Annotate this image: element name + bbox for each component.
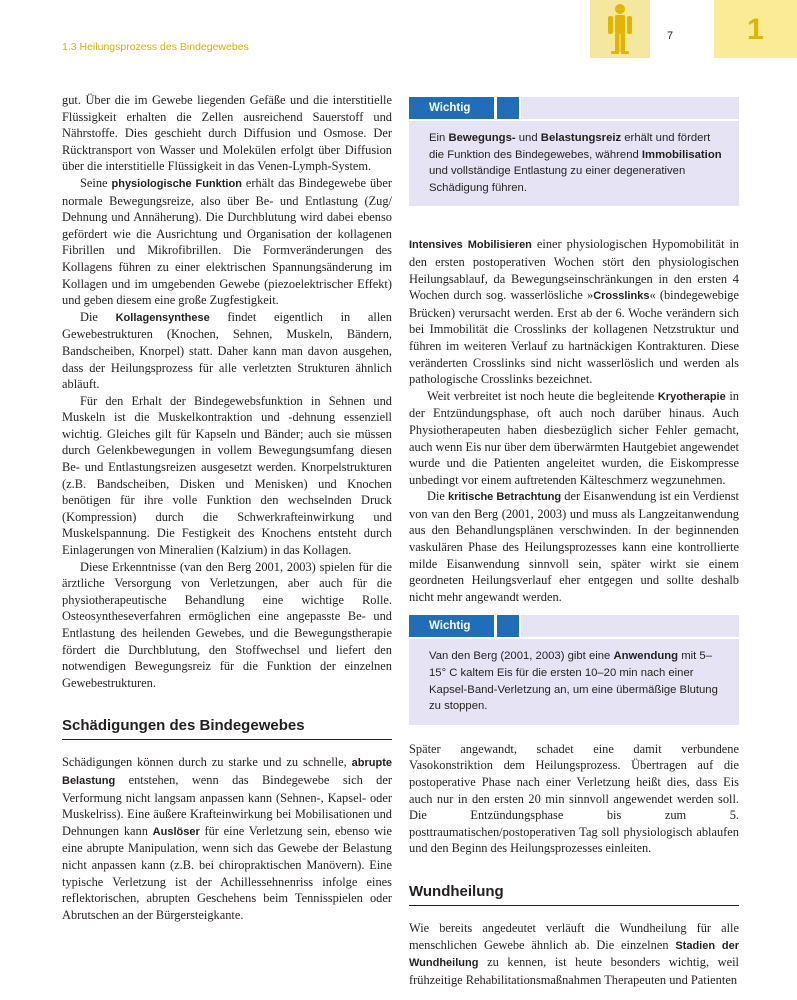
- text-run: einer physiologischen Hypomobilität in den ersten postoperativen Wochen stört den physiologischen Heilungsablauf, da Bewegungseinschränkungen in den ersten 4 Wochen durch sog. wasserlösliche »: [409, 237, 739, 303]
- callout-wichtig-2: [409, 615, 739, 724]
- callout-wichtig-1: [409, 97, 739, 206]
- page-header: [0, 0, 797, 60]
- keyword-crosslinks: Crosslinks: [593, 290, 650, 303]
- right-paragraph-4: Später angewandt, schadet eine damit verbundene Vasokonstriktion dem Heilungsprozess. Übertragen auf die postoperative Phase nach einer Verletzung heißt dies, dass Eis auch nur in den ersten 20 min sinnvoll angewendet werden soll. Die Entzündungsphase bis zum 5. posttraumatischen/postoperativen Tag soll physiologisch ablaufen und den Beginn des Heilungsprozesses einleiten.: [409, 741, 739, 856]
- text-run: Weit verbreitet ist noch heute die begleitende: [427, 388, 658, 403]
- keyword-intensives-mobilisieren: Intensives Mobilisieren: [409, 239, 532, 252]
- keyword-physiologische-funktion: physiologische Funktion: [111, 177, 242, 190]
- text-run: Ein: [429, 132, 449, 144]
- callout-square: [497, 97, 519, 119]
- left-paragraph-2: [62, 175, 392, 309]
- text-run: « (bindegewebige Brücken) verursacht werden. Erst ab der 6. Woche verändern sich bei Immobilität die Crosslinks der kollagenen Netzstruktur und führen im weiteren Verlauf zu hartnäckigen Kontrakturen. Diese veränderten Crosslinks sind nicht wasserlöslich und werden als pathologische Crosslinks bezeichnet.: [409, 288, 739, 387]
- keyword-anwendung: Anwendung: [613, 650, 679, 663]
- callout-body: [409, 639, 739, 724]
- text-run: mit 5–15° C kaltem Eis für die ersten 10–20 min nach einer Kapsel-Band-Verletzung an, um eine übermäßige Blutung zu stoppen.: [429, 650, 718, 713]
- left-column: [62, 92, 392, 923]
- text-run: Wie bereits angedeutet verläuft die Wundheilung für alle menschlichen Gewebe ähnlich ab. Die einzelnen: [409, 920, 739, 952]
- keyword-kritische-betrachtung: kritische Betrachtung: [448, 491, 562, 504]
- text-run: findet eigentlich in allen Gewebestrukturen (Knochen, Sehnen, Muskeln, Bändern, Bandscheiben, Knorpel) statt. Daher kann man davon ausgehen, dass der Heilungsprozess für alle verletzten Strukturen ähnlich abläuft.: [62, 309, 392, 392]
- running-head: 1.3 Heilungsprozess des Bindegewebes: [62, 41, 249, 53]
- callout-body: [409, 121, 739, 206]
- left-paragraph-6: [62, 754, 392, 923]
- callout-header-fill: [521, 97, 739, 119]
- keyword-kollagensynthese: Kollagensynthese: [115, 311, 210, 324]
- keyword-immobilisation: Immobilisation: [641, 148, 722, 161]
- page-number: 7: [667, 30, 674, 42]
- section-heading-schaedigungen: Schädigungen des Bindegewebes: [62, 717, 392, 740]
- right-column: [409, 97, 739, 988]
- text-run: entstehen, wenn das Bindegewebe sich der Verformung nicht langsam anpassen kann (Sehnen-, Kapsel- oder Muskelriss). Eine äußere Krafteinwirkung bei Mobilisationen und Dehnungen kann: [62, 772, 392, 838]
- text-run: Schädigungen können durch zu starke und zu schnelle,: [62, 755, 352, 770]
- keyword-ausloeser: Auslöser: [152, 825, 200, 838]
- keyword-abrupte-belastung: abrupte Belastung: [62, 757, 392, 787]
- text-run: Die: [80, 309, 116, 324]
- text-run: erhält das Bindegewebe über normale Bewegungsreize, also über Be- und Entlastung (Zug/ Dehnung und Annäherung). Die Durchblutung wird dabei ebenso gefördert wie die Ausrichtung und Organisation der kollagenen Fibrillen und Mikrofibrillen. Die Formveränderungen des Kollagens führen zu einer elektrischen Spannungsänderung im Kollagen und im umgebenden Gewebe (piezoelektrischer Effekt) und geben diesem eine große Zugfestigkeit.: [62, 175, 392, 308]
- left-paragraph-5: Diese Erkenntnisse (van den Berg 2001, 2003) spielen für die ärztliche Versorgung von Verletzungen, aber auch für die physiotherapeutische Behandlung eine wichtige Rolle. Osteosyntheseverfahren ermöglichen eine angepasste Be- und Entlastung des heilenden Gewebes, und die Bewegungstherapie fördert die Durchblutung, den Stoffwechsel und liefert den notwendigen Bewegungsreiz für die Funktion der einzelnen Gewebestrukturen.: [62, 559, 392, 690]
- left-paragraph-3: [62, 309, 392, 393]
- left-paragraph-4: Für den Erhalt der Bindegewebsfunktion in Sehnen und Muskeln ist die Muskelkontraktion und -dehnung essenziell wichtig. Gleiches gilt für Kapseln und Bänder; auch sie müssen durch Gelenkbewegungen in vollem Bewegungsumfang diesen Be- und Entlastungsreizen ausgesetzt werden. Knorpelstrukturen (z.B. Bandscheiben, Disken und Menisken) und Knochen benötigen für ihre volle Funktion den wechselnden Druck (Kompression) durch die Schwerkrafteinwirkung und Muskelspannung. Die Festigkeit des Knochens entsteht durch Einlagerungen von Mineralien (Kalzium) in das Kollagen.: [62, 393, 392, 558]
- callout-label: Wichtig: [409, 615, 494, 637]
- human-figure-icon: [590, 0, 650, 58]
- text-run: der Eisanwendung ist ein Verdienst von van den Berg (2001, 2003) und muss als Langzeitanwendung aus den Behandlungsplänen verschwinden. In der beginnenden vaskulären Phase des Heilungsprozesses kann eine kontrollierte milde Eisanwendung sinnvoll sein, später wirkt sie einem geordneten Heilungsverlauf eher entgegen und sollte deshalb nicht mehr angewandt werden.: [409, 489, 739, 604]
- text-run: Van den Berg (2001, 2003) gibt eine: [429, 650, 614, 663]
- right-paragraph-5: [409, 920, 739, 988]
- callout-header: [409, 97, 739, 119]
- section-heading-wundheilung: Wundheilung: [409, 883, 739, 906]
- right-paragraph-3: [409, 488, 739, 605]
- callout-header-fill: [521, 615, 739, 637]
- callout-header: [409, 615, 739, 637]
- keyword-belastungsreiz: Belastungsreiz: [540, 132, 622, 144]
- keyword-bewegungs: Bewegungs-: [448, 132, 516, 144]
- text-run: Die: [427, 489, 449, 504]
- callout-square: [497, 615, 519, 637]
- text-run: für eine Verletzung sein, ebenso wie eine abrupte Manipulation, wenn sich das Gewebe der Belastung nicht anpassen kann (z.B. bei chiropraktischen Manövern). Eine typische Verletzung ist der Achillessehnenriss infolge eines reflektorischen, abrupten Geschehens beim Tennisspielen oder Abrutschen an der Bürgersteigkante.: [62, 823, 392, 922]
- right-paragraph-1: [409, 236, 739, 387]
- right-paragraph-2: [409, 388, 739, 489]
- chapter-figure-box: [590, 0, 650, 58]
- text-run: und: [515, 132, 541, 144]
- chapter-number: 1: [747, 13, 764, 46]
- text-run: in der Entzündungsphase, oft auch noch darüber hinaus. Auch Physiotherapeuten haben diesbezüglich sicher Fehler gemacht, auch wenn Eis nur über dem überwärmten Hautgebiet angewendet wurde und die Patienten angeleitet wurden, die Eiskompresse unbedingt vor einem auftretenden Kälteschmerz wegzunehmen.: [409, 388, 739, 487]
- keyword-stadien-der-wundheilung: Stadien der Wundheilung: [409, 939, 739, 970]
- text-run: erhält und fördert die Funktion des Bindegewebes, während: [429, 132, 711, 161]
- text-run: Seine: [80, 175, 112, 190]
- left-paragraph-1: gut. Über die im Gewebe liegenden Gefäße und die interstitielle Flüssigkeit erhalten die Zellen ausreichend Sauerstoff und Nährstoffe. Dies geschieht durch Diffusion und Osmose. Der Rücktransport von Wasser und Molekülen erfolgt über Diffusion über die interstitielle Flüssigkeit in das Venen-Lymph-System.: [62, 93, 392, 174]
- text-run: und vollständige Entlastung zu einer degenerativen Schädigung führen.: [429, 165, 686, 194]
- keyword-kryotherapie: Kryotherapie: [657, 390, 726, 403]
- callout-label: Wichtig: [409, 97, 494, 119]
- text-run: zu kennen, ist heute besonders wichtig, weil frühzeitige Rehabilitationsmaßnahmen Therapeuten und Patienten: [409, 955, 739, 987]
